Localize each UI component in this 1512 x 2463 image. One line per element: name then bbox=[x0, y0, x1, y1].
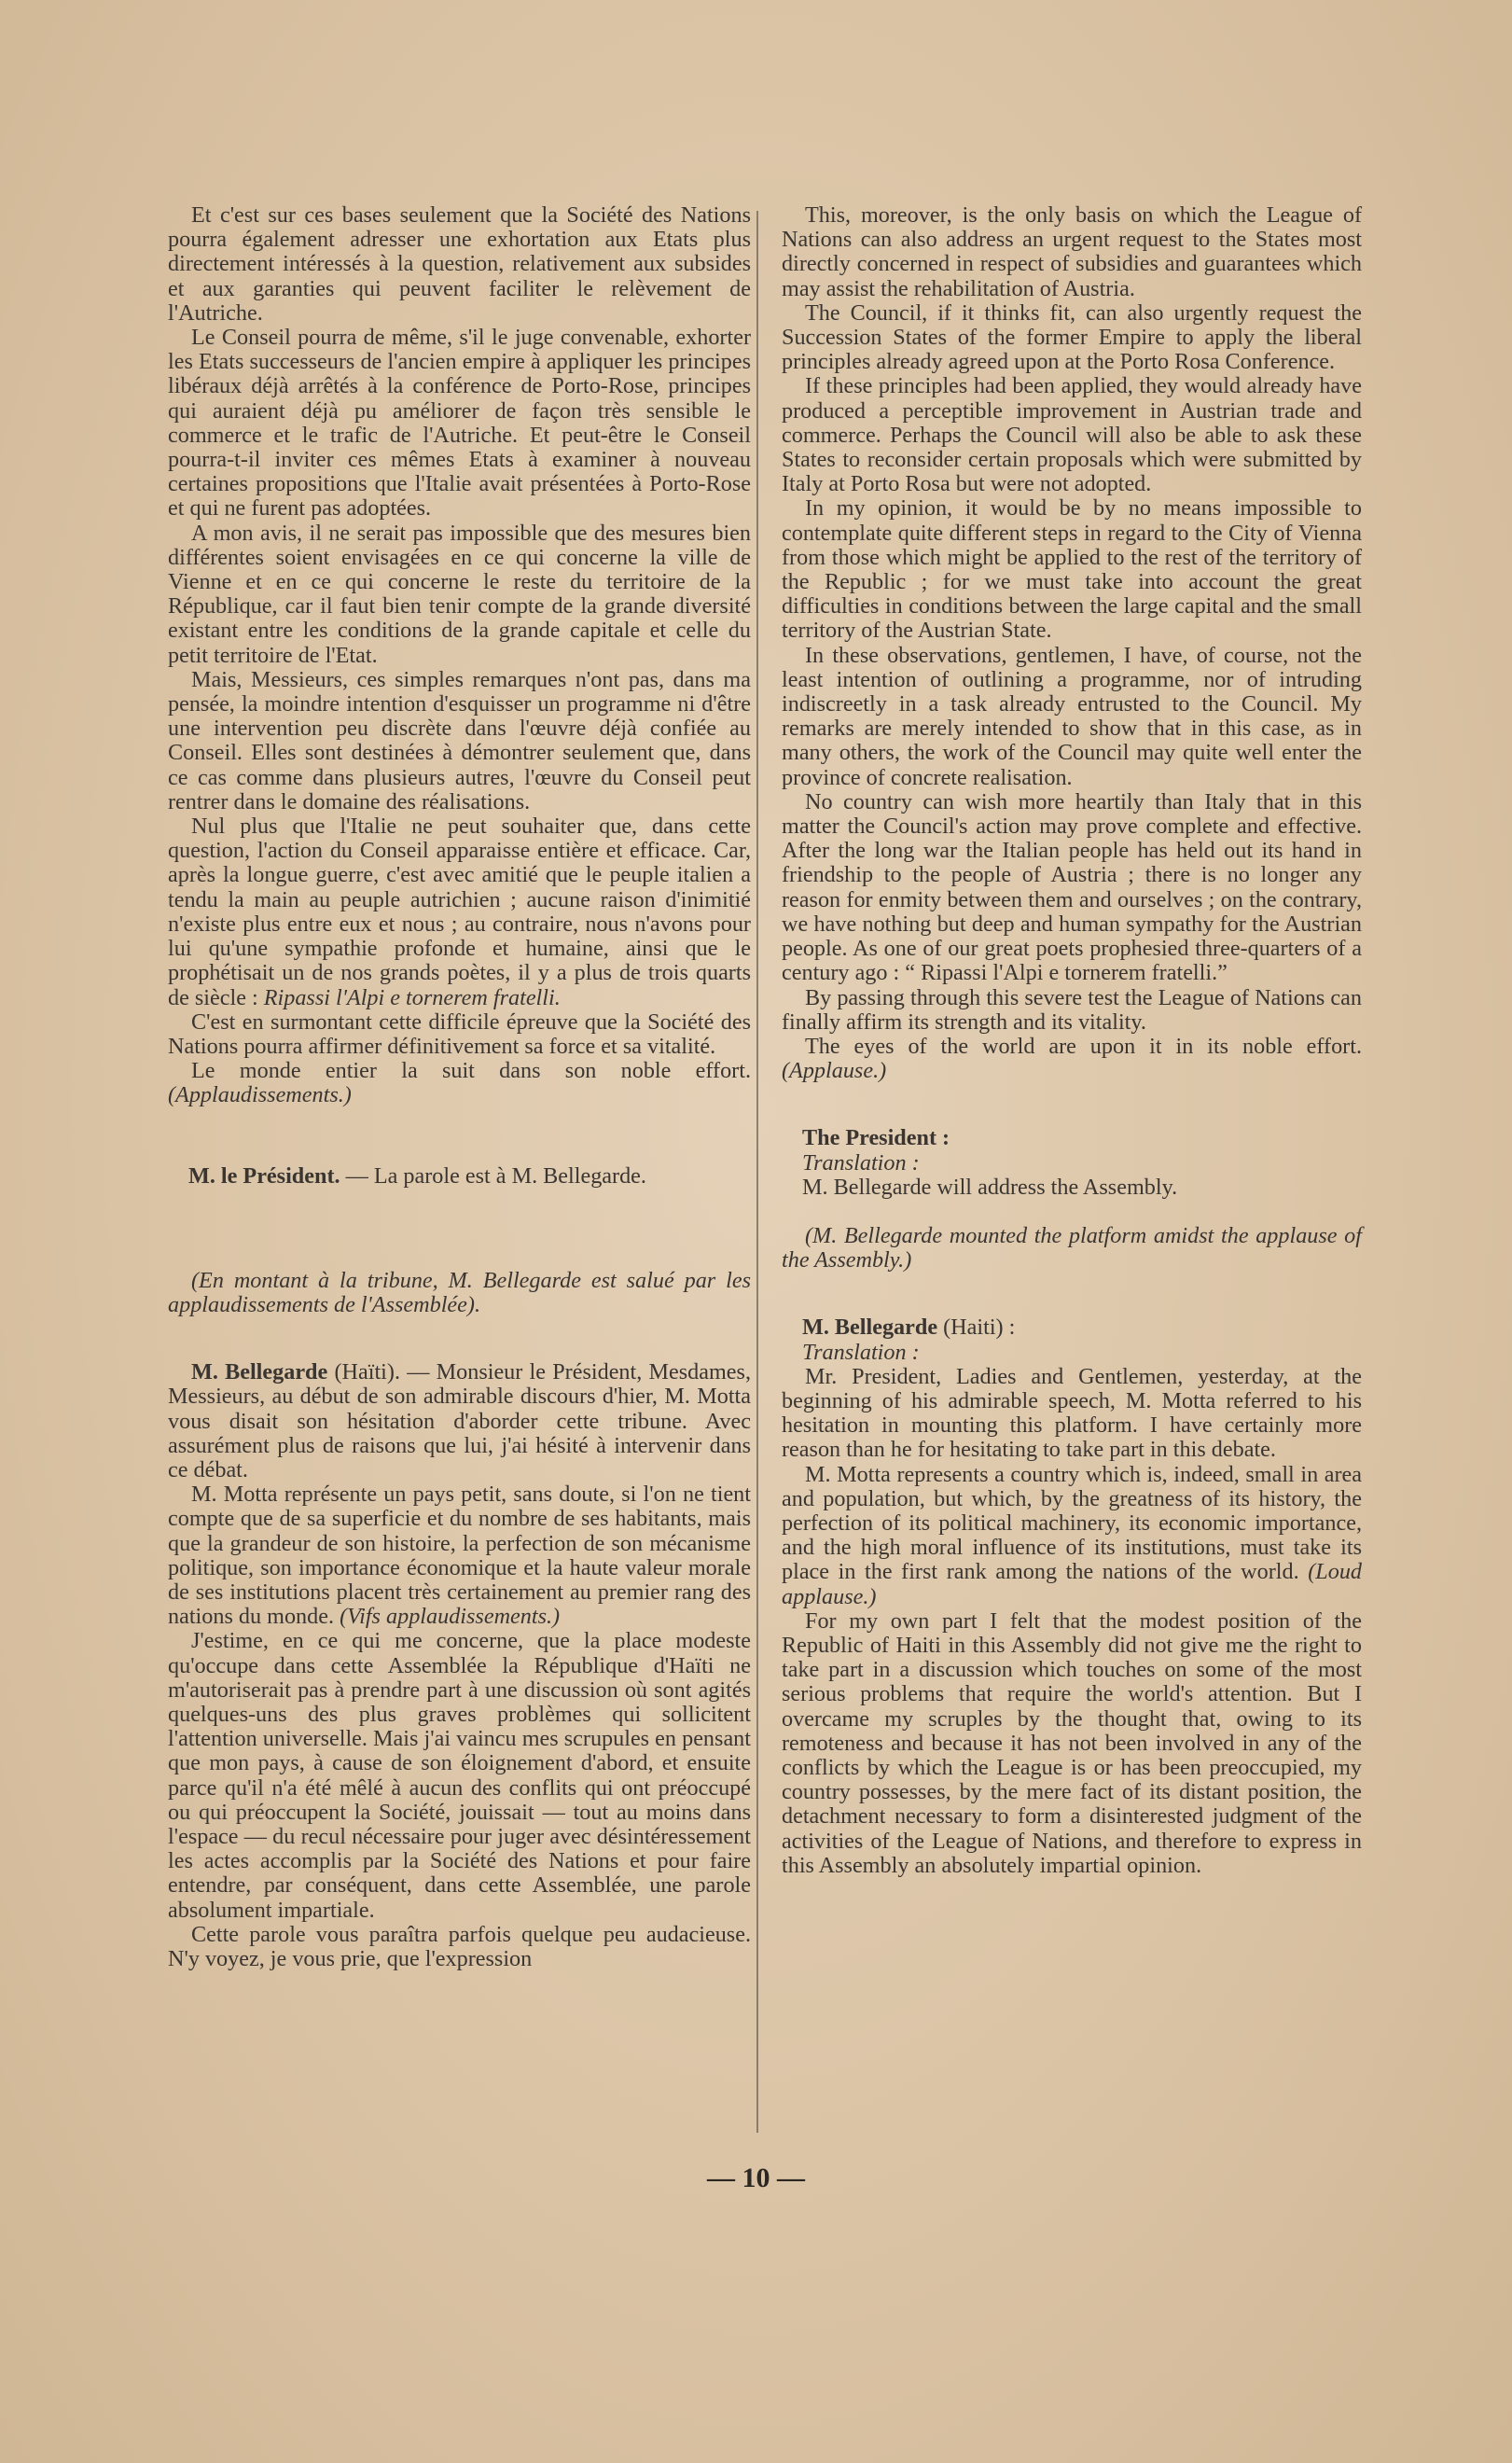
fr-president-label: M. le Président. bbox=[188, 1162, 340, 1189]
fr-president-line bbox=[168, 1164, 751, 1189]
fr-last-paragraph: Cette parole vous paraîtra parfois quelque peu audacieuse. N'y voyez, je vous prie, que l'expression bbox=[168, 1921, 751, 1971]
fr-speaker-name: M. Bellegarde bbox=[191, 1359, 328, 1385]
fr-president-text: — La parole est à M. Bellegarde. bbox=[340, 1162, 646, 1189]
spacer bbox=[168, 1189, 751, 1245]
fr-motta-text: M. Motta représente un pays petit, sans doute, si l'on ne tient compte que de sa superficie et du nombre de ses habitants, mais que la grandeur de son histoire, la perfection de son mécanisme politique, son importance économique et la haute valeur morale de ses institutions placent très certainement au premier rang des nations du monde. bbox=[168, 1482, 751, 1630]
fr-poem-quote: Ripassi l'Alpi e tornerem fratelli. bbox=[263, 984, 561, 1010]
fr-paragraph-5 bbox=[168, 814, 751, 1010]
en-applause-2: (Loud applause.) bbox=[782, 1559, 1363, 1609]
spacer bbox=[782, 1200, 1362, 1224]
column-divider bbox=[756, 211, 758, 2133]
en-speaker-name: M. Bellegarde bbox=[802, 1315, 938, 1341]
spacer bbox=[168, 1317, 751, 1360]
fr-paragraph-3: A mon avis, il ne serait pas impossible que des mesures bien différentes soient envisagées en ce qui concerne la ville de Vienne et en ce qui concerne le reste du territoire de la République, car il faut bien tenir compte de la grande diversité existant entre les conditions de la grande capitale et celle du petit territoire de l'Etat. bbox=[168, 520, 751, 668]
en-paragraph-4: In my opinion, it would be by no means impossible to contemplate quite different steps in regard to the City of Vienna from those which might be applied to the rest of the territory of the Republic ; for we must take into account the great difficulties in conditions between the large capital and the small territory of the Austrian State. bbox=[782, 495, 1362, 644]
en-president-label: The President : bbox=[802, 1125, 950, 1151]
en-paragraph-3: If these principles had been applied, they would already have produced a perceptible improvement in Austrian trade and commerce. Perhaps the Council will also be able to ask these States to reconsider certain proposals which were submitted by Italy at Porto Rosa but were not adopted. bbox=[782, 373, 1362, 497]
fr-paragraph-7 bbox=[168, 1059, 751, 1107]
spacer bbox=[782, 1083, 1362, 1126]
en-bellegarde-text: Mr. President, Ladies and Gentlemen, yesterday, at the beginning of his admirable speech, M. Motta referred to his hesitation in mounting this platform. I have certainly more reason than he for hesitating to take part in this debate. bbox=[782, 1363, 1362, 1463]
en-own-part-paragraph: For my own part I felt that the modest position of the Republic of Haiti in this Assembly did not give me the right to take part in a discussion which touches on some of the most serious problems that require the world's attention. But I overcame my scruples by the thought that, owing to its remoteness and because it has not been involved in any of the conflicts by which the League is or has been preoccupied, my country possesses, by the mere fact of its distant position, the detachment necessary to form a disinterested judgment of the activities of the League of Nations, and therefore to express in this Assembly an absolutely impartial opinion. bbox=[782, 1607, 1362, 1878]
en-paragraph-5: In these observations, gentlemen, I have, of course, not the least intention of outlining a programme, nor of intruding indiscreetly in a task already entrusted to the Council. My remarks are merely intended to show that in this case, as in many others, the work of the Council may quite well enter the province of concrete realisation. bbox=[782, 642, 1362, 790]
fr-applause-1: (Applaudissements.) bbox=[168, 1082, 352, 1108]
en-translation-label-2: Translation : bbox=[802, 1339, 920, 1365]
spacer bbox=[168, 1245, 751, 1269]
en-translation-label-1: Translation : bbox=[802, 1149, 920, 1176]
en-paragraph-8 bbox=[782, 1035, 1362, 1083]
en-paragraph-7: By passing through this severe test the League of Nations can finally affirm its strength and its vitality. bbox=[782, 984, 1362, 1035]
fr-paragraph-6: C'est en surmontant cette difficile épreuve que la Société des Nations pourra affirmer définitivement sa force et sa vitalité. bbox=[168, 1009, 751, 1059]
en-motta-paragraph bbox=[782, 1463, 1362, 1609]
en-applause-1: (Applause.) bbox=[782, 1058, 887, 1084]
fr-paragraph-2: Le Conseil pourra de même, s'il le juge convenable, exhorter les Etats successeurs de l'ancien empire à appliquer les principes libéraux déjà arrêtés à la conférence de Porto-Rose, principes qui auraient déjà pu améliorer de façon très sensible le commerce et le trafic de l'Autriche. Et peut-être le Conseil pourra-t-il inviter ces mêmes Etats à examiner à nouveau certaines propositions que l'Italie avait présentées à Porto-Rose et qui ne furent pas adoptées. bbox=[168, 325, 751, 522]
fr-stage-direction: (En montant à la tribune, M. Bellegarde est salué par les applaudissements de l'Assemblée). bbox=[168, 1267, 751, 1317]
fr-speaker-country: (Haïti). bbox=[327, 1359, 400, 1385]
spacer bbox=[782, 1273, 1362, 1315]
page-number: — 10 — bbox=[707, 2163, 805, 2193]
en-bellegarde-header bbox=[782, 1315, 1362, 1340]
en-paragraph-8-text: The eyes of the world are upon it in its noble effort. bbox=[805, 1033, 1362, 1059]
en-speaker-country: (Haiti) : bbox=[937, 1315, 1016, 1341]
fr-paragraph-7-text: Le monde entier la suit dans son noble effort. bbox=[191, 1058, 751, 1084]
en-paragraph-2: The Council, if it thinks fit, can also urgently request the Succession States of the former Empire to apply the liberal principles already agreed upon at the Porto Rosa Conference. bbox=[782, 299, 1362, 375]
fr-applause-2: (Vifs applaudissements.) bbox=[340, 1604, 561, 1630]
fr-bellegarde-intro bbox=[168, 1360, 751, 1482]
en-stage-direction: (M. Bellegarde mounted the platform amidst the applause of the Assembly.) bbox=[782, 1222, 1362, 1273]
en-paragraph-6: No country can wish more heartily than Italy that in this matter the Council's action may prove complete and effective. After the long war the Italian people has held out its hand in friendship to the people of Austria ; there is no longer any reason for enmity between them and ourselves ; on the contrary, we have nothing but deep and human sympathy for the Austrian people. As one of our great poets prophesied three-quarters of a century ago : “ Ripassi l'Alpi e tornerem fratelli.” bbox=[782, 788, 1362, 986]
fr-paragraph-1: Et c'est sur ces bases seulement que la Société des Nations pourra également adresser une exhortation aux Etats plus directement intéressés à la question, relativement aux subsides et aux garanties qui peuvent faciliter le relèvement de l'Autriche. bbox=[168, 202, 751, 326]
fr-motta-paragraph bbox=[168, 1482, 751, 1629]
fr-estime-paragraph: J'estime, en ce qui me concerne, que la place modeste qu'occupe dans cette Assemblée la République d'Haïti ne m'autoriserait pas à prendre part à une discussion où sont agités quelques-uns des plus graves problèmes qui sollicitent l'attention universelle. Mais j'ai vaincu mes scrupules en pensant que mon pays, à cause de son éloignement d'abord, et ensuite parce qu'il n'a été mêlé à aucun des conflits qui ont préoccupé ou qui préoccupent la Société, jouissait — tout au moins dans l'espace — du recul nécessaire pour juger avec désintéressement les actes accomplis par la Société des Nations et pour faire entendre, par conséquent, dans cette Assemblée, une parole absolument impartiale. bbox=[168, 1628, 751, 1923]
english-column bbox=[782, 203, 1362, 1878]
en-motta-text: M. Motta represents a country which is, indeed, small in area and population, but which, by the greatness of its history, the perfection of its political machinery, its economic importance, and the high moral influence of its institutions, must take its place in the first rank among the nations of the world. bbox=[782, 1461, 1362, 1585]
spacer bbox=[168, 1108, 751, 1164]
french-column bbox=[168, 203, 751, 1971]
fr-paragraph-5-text: Nul plus que l'Italie ne peut souhaiter que, dans cette question, l'action du Conseil apparaisse entière et efficace. Car, après la longue guerre, c'est avec amitié que le peuple italien a tendu la main au peuple autrichien ; aucune raison d'inimitié n'existe plus entre eux et nous ; au contraire, nous n'avons pour lui qu'une sympathie profonde et humaine, ainsi que le prophétisait un de nos grands poètes, il y a plus de trois quarts de siècle : bbox=[168, 814, 751, 1010]
en-paragraph-1: This, moreover, is the only basis on which the League of Nations can also address an urgent request to the States most directly concerned in respect of subsidies and guarantees which may assist the rehabilitation of Austria. bbox=[782, 202, 1362, 301]
fr-bellegarde-text: — Monsieur le Président, Mesdames, Messieurs, au début de son admirable discours d'hier, M. Motta vous disait son hésitation d'aborder cette tribune. Avec assurément plus de raisons que lui, j'ai hésité à intervenir dans ce débat. bbox=[168, 1359, 751, 1482]
fr-paragraph-4: Mais, Messieurs, ces simples remarques n'ont pas, dans ma pensée, la moindre intention d'esquisser un programme ni d'être une intervention peu discrète dans l'œuvre déjà confiée au Conseil. Elles sont destinées à démontrer seulement que, dans ce cas comme dans plusieurs autres, l'œuvre du Conseil peut rentrer dans le domaine des réalisations. bbox=[168, 666, 751, 814]
en-president-text: M. Bellegarde will address the Assembly. bbox=[802, 1174, 1178, 1200]
